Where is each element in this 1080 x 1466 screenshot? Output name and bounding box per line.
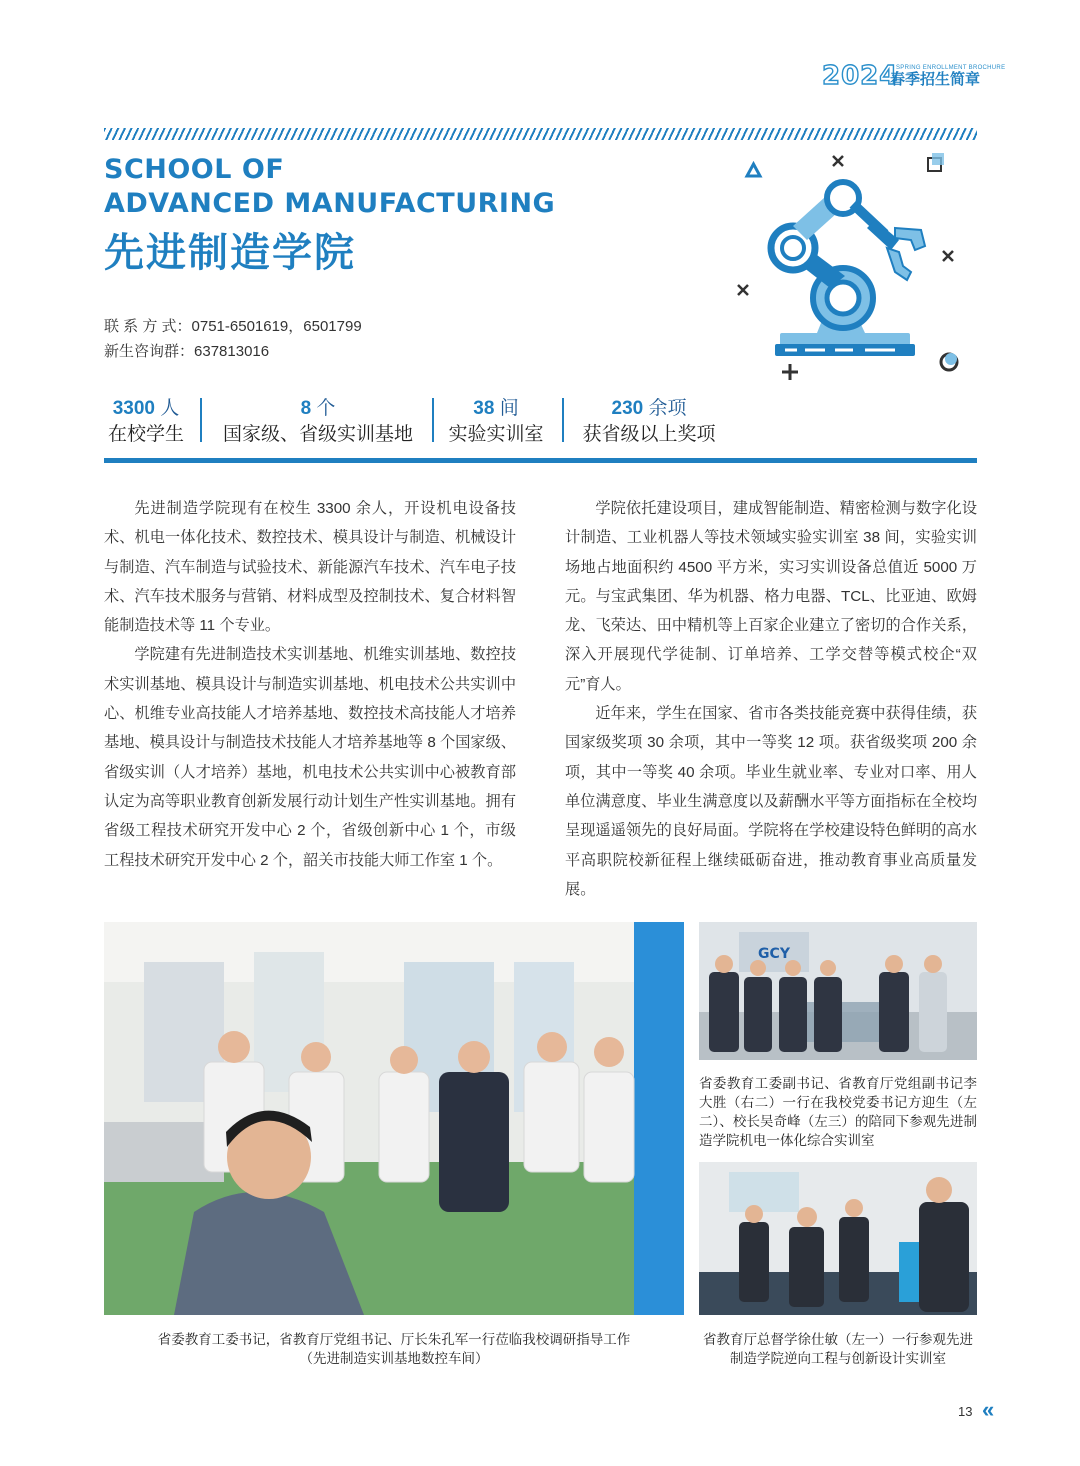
hatched-band xyxy=(104,128,977,140)
top-right-photo xyxy=(699,922,977,1060)
main-photo xyxy=(104,922,684,1315)
paragraph: 学院建有先进制造技术实训基地、机维实训基地、数控技术实训基地、模具设计与制造实训基地、机电技术公共实训中心、机维专业高技能人才培养基地、数控技术高技能人才培养基地、模具设计与制造技术技能人才培养基地等 8 个国家级、省级实训（人才培养）基地，机电技术公共实训中心被教育部认定为高等职业教育创新发展行动计划生产性实训基地。拥有省级工程技术研究开发中心 2 个，省级创新中心 1 个，市级工程技术研究开发中心 2 个，韶关市技能大师工作室 1 个。 xyxy=(104,646,516,869)
stat-divider xyxy=(432,398,434,442)
stat-labs-unit: 间 xyxy=(499,398,519,419)
contact-group-label: 新生咨询群： xyxy=(104,343,195,360)
body-column-right xyxy=(565,494,977,904)
main-photo-caption-line2: （先进制造实训基地数控车间） xyxy=(299,1351,489,1366)
stats-row xyxy=(104,396,977,450)
stat-students xyxy=(104,396,188,450)
contact-phone-value: 0751-6501619，6501799 xyxy=(191,318,362,335)
header-subtitle-en: SPRING ENROLLMENT BROCHURE xyxy=(896,65,1006,71)
stat-students-unit: 人 xyxy=(160,398,180,419)
contact-group-row xyxy=(104,339,362,364)
bottom-right-photo xyxy=(699,1162,977,1315)
contact-phone-label: 联 系 方 式： xyxy=(104,318,192,335)
chevron-left-icon: « xyxy=(982,1397,995,1422)
stat-bases-label: 国家级、省级实训基地 xyxy=(222,424,413,445)
stat-awards-label: 获省级以上奖项 xyxy=(582,424,716,445)
header-subtitle-cn: 春季招生简章 xyxy=(890,71,981,88)
stat-bases xyxy=(212,396,424,450)
page-number: 13 xyxy=(958,1404,973,1419)
page-title: 先进制造学院 xyxy=(104,230,356,276)
contact-group-value: 637813016 xyxy=(194,343,270,360)
paragraph: 先进制造学院现有在校生 3300 余人，开设机电设备技术、机电一体化技术、数控技术、模具设计与制造、机械设计与制造、汽车制造与试验技术、新能源汽车技术、汽车电子技术、汽车技术服务与营销、材料成型及控制技术、复合材料智能制造技术等 11 个专业。 xyxy=(104,500,516,635)
stat-labs-label: 实验实训室 xyxy=(448,424,544,445)
stat-awards-number: 230 xyxy=(611,398,644,419)
robot-arm-icon xyxy=(735,148,985,388)
paragraph: 近年来，学生在国家、省市各类技能竞赛中获得佳绩，获国家级奖项 30 余项，其中一等奖 12 项。获省级奖项 200 余项，其中一等奖 40 余项。毕业生就业率、专业对口率、用人单位满意度、毕业生满意度以及薪酬水平等方面指标在全校均呈现遥遥领先的良好局面。学院将在学校建设特色鲜明的高水平高职院校新征程上继续砥砺奋进，推动教育事业高质量发展。 xyxy=(565,705,977,898)
lab-sign-text: GCY xyxy=(758,946,790,962)
stat-bases-unit: 个 xyxy=(316,398,336,419)
contact-phone-row xyxy=(104,314,362,339)
english-title xyxy=(104,153,555,221)
body-column-left xyxy=(104,494,516,875)
stat-divider xyxy=(562,398,564,442)
stat-divider xyxy=(200,398,202,442)
stat-students-label: 在校学生 xyxy=(107,424,184,445)
main-photo-caption xyxy=(104,1330,684,1368)
header-year: 2024 xyxy=(822,61,899,91)
english-title-line2: ADVANCED MANUFACTURING xyxy=(104,188,556,219)
stat-labs xyxy=(444,396,548,450)
main-photo-caption-line1: 省委教育工委书记，省教育厅党组书记、厅长朱孔军一行莅临我校调研指导工作 xyxy=(157,1332,631,1347)
stat-awards xyxy=(574,396,724,450)
contact-info xyxy=(104,314,362,364)
paragraph: 学院依托建设项目，建成智能制造、精密检测与数字化设计制造、工业机器人等技术领域实验实训室 38 间，实验实训场地占地面积约 4500 平方米，实习实训设备总值近 5000 万元。与宝武集团、华为机器、格力电器、TCL、比亚迪、欧姆龙、飞荣达、田中精机等上百家企业建立了密切的合作关系，深入开展现代学徒制、订单培养、工学交替等模式校企“双元”育人。 xyxy=(565,500,977,693)
english-title-line1: SCHOOL OF xyxy=(104,154,285,185)
stat-bases-number: 8 xyxy=(300,398,312,419)
stat-students-number: 3300 xyxy=(112,398,155,419)
stat-labs-number: 38 xyxy=(473,398,495,419)
stat-awards-unit: 余项 xyxy=(648,398,687,419)
bottom-right-photo-caption: 省教育厅总督学徐仕敏（左一）一行参观先进制造学院逆向工程与创新设计实训室 xyxy=(703,1332,973,1366)
section-rule xyxy=(104,458,977,463)
top-right-photo-caption: 省委教育工委副书记、省教育厅党组副书记李大胜（右二）一行在我校党委书记方迎生（左二）、校长吴奇峰（左三）的陪同下参观先进制造学院机电一体化综合实训室 xyxy=(699,1076,977,1148)
